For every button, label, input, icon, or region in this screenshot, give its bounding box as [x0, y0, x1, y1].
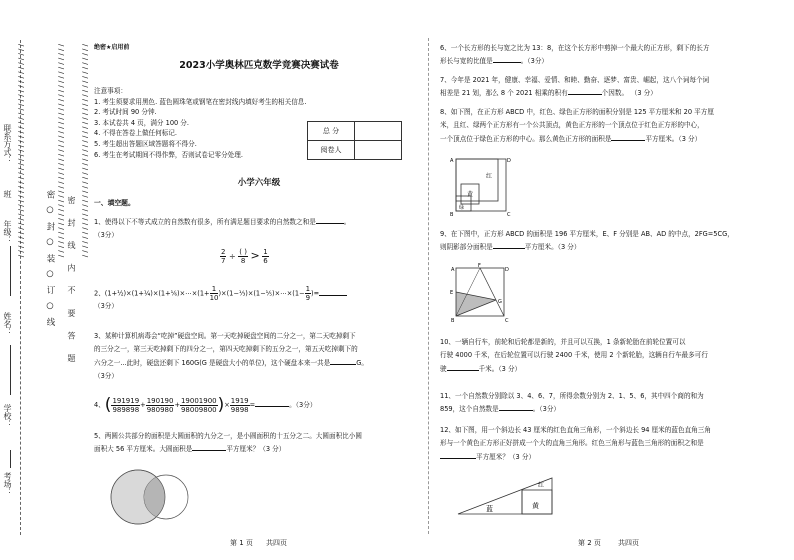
- q7-line: 相差是 21 划，那么 8 个 2021 相乘的积有: [440, 89, 568, 98]
- school-label: 学校：: [3, 404, 12, 428]
- label-a: A: [450, 158, 454, 164]
- seal-line-text: 密 ○ 封 ○ 装 ○ 订 ○ 线: [45, 190, 55, 329]
- label-c: C: [507, 212, 511, 218]
- grader-cell[interactable]: [355, 141, 402, 160]
- q8-answer-blank[interactable]: [611, 140, 645, 141]
- q8-line: 米，且红、绿两个正方形有一个公共顶点，黄色正方形的一个顶点位于红色正方形的中心，: [440, 121, 704, 130]
- q11-points: 。（3分）: [532, 405, 561, 414]
- q10-line: 10、一辆自行车，前轮和后轮都是新的，并且可以互换，1 条新轮胎在前轮位置可以: [440, 338, 686, 346]
- note-item: 4. 不得在答卷上做任何标记.: [94, 129, 178, 138]
- question-6: [440, 42, 780, 69]
- q3-points: （3分）: [94, 372, 118, 381]
- score-cell[interactable]: [355, 122, 402, 141]
- q12-line: 形与一个黄色正方形正好拼成一个大的直角三角形。红色三角形与蓝色三角形的面积之和是: [440, 439, 704, 448]
- q4-times: ×: [224, 401, 230, 409]
- q1-div: ÷: [229, 252, 236, 261]
- q1-points: （3分）: [94, 231, 118, 240]
- q4-b-den: 980980: [146, 405, 174, 414]
- q4-d-den: 9898: [230, 405, 249, 414]
- q8-line: 8、如下图，在正方形 ABCD 中，红色、绿色正方形的面积分别是 125 平方厘米和 20 平方厘: [440, 108, 714, 116]
- q4-d-num: 1919: [230, 396, 249, 405]
- q7-tail: 个因数。: [601, 89, 629, 98]
- question-1: 1、使得以下不等式成立的自然数有很多，所有满足题目要求的自然数之和是 。 （3分）: [94, 216, 424, 243]
- label-c: C: [505, 318, 509, 324]
- q2-t2-den: 9: [305, 294, 311, 302]
- q12-tail: 平方厘米？（3 分）: [476, 452, 536, 461]
- grade-title: 小学六年级: [237, 178, 281, 188]
- q4-points: （3分）: [295, 401, 317, 409]
- q1-frac2-num: ( ): [239, 248, 247, 256]
- q12-line: 12、如下图，用一个斜边长 43 厘米的红色直角三角形，一个斜边长 94 厘米的蓝色直角三角: [440, 426, 711, 434]
- question-3: [94, 330, 424, 384]
- secret-mark: 绝密★启用前: [94, 44, 130, 51]
- label-a: A: [451, 267, 455, 273]
- q11-line: 859，这个自然数是: [440, 405, 499, 414]
- q3-line: 3、某种计算机病毒会“吃掉”硬盘空间。第一天吃掉硬盘空间的二分之一，第二天吃掉剩下: [94, 332, 356, 340]
- q12-triangle-figure: [456, 476, 556, 518]
- q2-answer-blank[interactable]: [319, 295, 347, 296]
- q6-points: 。（3分）: [520, 57, 549, 66]
- score-table: [307, 121, 402, 160]
- note-item: 6. 考生在考试期间不得作弊，否则试卷记零分处理.: [94, 150, 243, 159]
- q9-square-figure: [448, 262, 510, 324]
- q9-line: 则阴影部分面积是: [440, 243, 493, 252]
- phone-label: 联系方式：: [3, 124, 12, 164]
- q4-c-num: 19001900: [180, 396, 217, 405]
- class-label: 班: [3, 190, 12, 198]
- q5-circles-figure: [108, 468, 194, 526]
- q2-expr-b: )×(1−⅓)×(1−⅕)×⋯×(1−: [218, 289, 305, 298]
- q11-line: 11、一个自然数分别除以 3、4、6、7，所得余数分别为 2、1、5、6，其中四个商的和为: [440, 392, 704, 400]
- q5-answer-blank[interactable]: [192, 450, 226, 451]
- slash-line-mid: / / / / / / / / / / / / / / / / / / / / / / / / / / / / / / / / / / / / / / / / / / / / / / /: [57, 44, 65, 258]
- q2-points: （3分）: [94, 302, 118, 310]
- q4-plus-1: +: [140, 401, 146, 409]
- page1-number: 第 1 页: [230, 539, 253, 547]
- q5-tail: 平方厘米？（3 分）: [226, 445, 286, 454]
- q9-tail: 平方厘米。（3 分）: [524, 243, 581, 252]
- q9-answer-blank[interactable]: [493, 248, 525, 249]
- q2-t1-num: 1: [210, 285, 219, 294]
- label-e: E: [450, 290, 454, 296]
- q2-t2-num: 1: [305, 285, 311, 293]
- q3-line: 的三分之一，第三天吃掉剩下的四分之一，第四天吃掉剩下的五分之一，第五天吃掉剩下的: [94, 345, 358, 354]
- question-10: [440, 336, 780, 376]
- page2-total: 共四页: [618, 539, 639, 547]
- label-b: B: [451, 318, 455, 324]
- q4-plus-2: +: [174, 401, 180, 409]
- question-8: [440, 106, 780, 146]
- q10-answer-blank[interactable]: [447, 370, 479, 371]
- q1-text: 1、使得以下不等式成立的自然数有很多，所有满足题目要求的自然数之和是: [94, 218, 316, 226]
- question-4: 4、( $\frac{191919}{989898}$ + $\frac{190190}{980980}$ + $\frac{19001900}{98009800}$ )× $\frac{1919}{9898}$ = 。（3分）: [94, 395, 317, 415]
- q1-frac3-num: 1: [263, 248, 268, 256]
- q1-gt: >: [250, 249, 260, 262]
- note-item: 1. 考生须要求用黑色. 蓝色圆珠笔或钢笔在密封线内填好考生的相关信息.: [94, 97, 307, 106]
- q2-expr-a: (1+½)×(1+¼)×(1+⅙)×⋯×(1+: [104, 289, 210, 298]
- grade-label: 年级：: [3, 220, 12, 244]
- exam-room-label: 考场：: [3, 472, 12, 496]
- page-title: 2023小学奥林匹克数学竞赛决赛试卷: [179, 60, 339, 71]
- q11-answer-blank[interactable]: [499, 410, 533, 411]
- q1-inequality: [220, 248, 269, 265]
- label-d: D: [505, 267, 509, 273]
- q9-line: 9、在下图中，正方形 ABCD 的面积是 196 平方厘米，E、F 分别是 AB、AD 的中点，2FG=5CG，: [440, 230, 734, 238]
- q7-answer-blank[interactable]: [568, 94, 602, 95]
- q6-answer-blank[interactable]: [493, 62, 521, 63]
- q5-line: 5、两圆公共部分的面积是大圆面积的九分之一，是小圆面积的十五分之二。大圆面积比小圆: [94, 432, 362, 440]
- grader-label: 阅卷人: [308, 141, 355, 160]
- q6-line: 6、一个长方形的长与宽之比为 13：8，在这个长方形中剪掉一个最大的正方形，剩下的长方: [440, 44, 710, 52]
- yellow-label: 黄: [532, 502, 539, 510]
- q2-lead: 2、: [94, 289, 105, 298]
- school-underline: [10, 450, 12, 468]
- yellow-label: 黄: [467, 191, 474, 198]
- q12-answer-blank[interactable]: [440, 458, 476, 459]
- q1-frac1-num: 2: [221, 248, 226, 256]
- q4-a-den: 989898: [112, 405, 140, 414]
- note-item: 2. 考试时间 90 分钟.: [94, 108, 157, 117]
- no-answer-warning: 密 封 线 内 不 要 答 题: [67, 196, 76, 368]
- q1-answer-blank[interactable]: [316, 223, 344, 224]
- q3-answer-blank[interactable]: [330, 364, 356, 365]
- q5-line: 面积大 56 平方厘米。大圆面积是: [94, 445, 193, 454]
- question-5: [94, 430, 424, 457]
- grade-underline: [10, 246, 12, 296]
- slash-line-right: / / / / / / / / / / / / / / / / / / / / / / / / / / / / / / / / / / / / / / / / / / / / / / /: [81, 44, 89, 258]
- q7-points: （3 分）: [634, 89, 657, 98]
- page2-number: 第 2 页: [578, 539, 601, 547]
- q1-frac1-den: 7: [221, 257, 226, 265]
- note-item: 3. 本试卷共 4 页，满分 100 分.: [94, 118, 189, 127]
- q10-line: 行驶 4000 千米，在后轮位置可以行驶 2400 千米，使用 2 个新轮胎，这辆自行车最多可行: [440, 351, 708, 360]
- q8-line: 一个顶点位于绿色正方形的中心。那么黄色正方形的面积是: [440, 134, 612, 143]
- label-b: B: [450, 212, 454, 218]
- red-label: 红: [486, 173, 493, 180]
- name-underline: [10, 345, 12, 395]
- question-11: [440, 390, 780, 417]
- q1-frac3-den: 6: [263, 257, 268, 265]
- q10-line: 驶: [440, 364, 447, 373]
- label-g: G: [498, 299, 502, 305]
- label-d: D: [507, 158, 511, 164]
- q4-b-num: 190190: [146, 396, 174, 405]
- q3-line: 六分之一...此时，硬盘还剩下 160G(G 是硬盘大小的单位)，这个硬盘本来一共是: [94, 358, 331, 367]
- q4-a-num: 191919: [112, 396, 140, 405]
- score-label: 总 分: [308, 122, 355, 141]
- name-label: 姓名：: [3, 312, 12, 336]
- green-label: 绿: [459, 205, 465, 211]
- question-7: [440, 74, 780, 101]
- question-12: [440, 424, 780, 464]
- q3-tail: G。: [356, 358, 368, 367]
- red-label: 红: [538, 482, 545, 489]
- q7-line: 7、今年是 2021 年，健康、幸福、爱情、和睦、勤奋、逐梦、富贵、崛起，这八个词每个词: [440, 76, 710, 84]
- q4-answer-blank[interactable]: [255, 406, 289, 407]
- blue-label: 蓝: [486, 505, 493, 513]
- notes-title: 注意事项：: [94, 87, 127, 95]
- section-title: 一、填空题。: [94, 199, 135, 207]
- q6-line: 形长与宽的比值是: [440, 57, 493, 66]
- question-9: [440, 228, 780, 255]
- q1-frac2-den: 8: [240, 257, 246, 265]
- q2-t1-den: 10: [209, 294, 219, 302]
- q10-tail: 千米。（3 分）: [478, 364, 522, 373]
- note-item: 5. 考生超出答题区域答题将不得分.: [94, 139, 197, 148]
- square-abcd: [456, 159, 506, 211]
- q8-squares-figure: [448, 154, 512, 220]
- question-2: [94, 285, 428, 302]
- page1-total: 共四页: [266, 539, 287, 547]
- q2-expr-c: )=: [311, 289, 320, 298]
- q8-tail: 平方厘米。（3 分）: [645, 134, 702, 143]
- q4-lead: 4、: [94, 401, 105, 409]
- slash-line-left: / / / / / / / / / / / / / / / / / / / / / / / / / / / / / / / / / / / / / / / / / / / / / / /: [17, 44, 25, 258]
- label-f: F: [478, 263, 481, 269]
- page-divider: [428, 38, 429, 534]
- q4-c-den: 98009800: [180, 405, 217, 414]
